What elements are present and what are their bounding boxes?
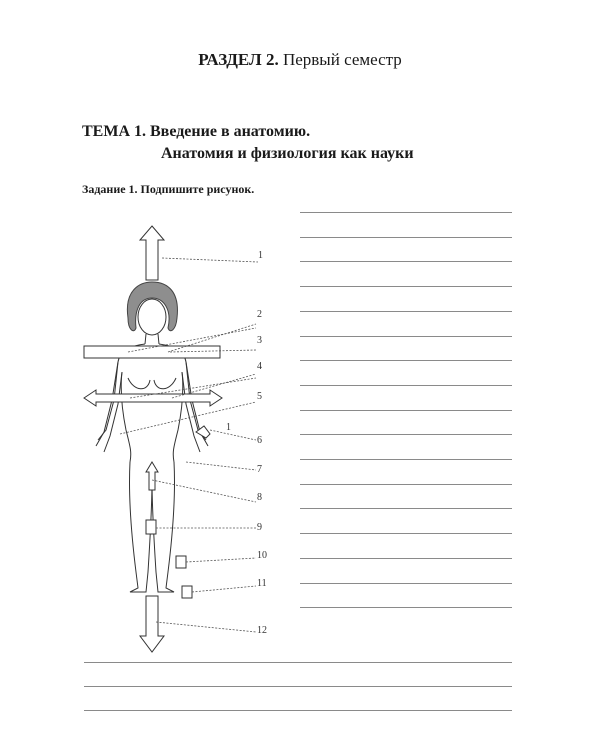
thigh-marker xyxy=(146,520,156,534)
topic-line1: Введение в анатомию. xyxy=(150,123,311,140)
transverse-plane xyxy=(84,346,220,358)
face xyxy=(138,299,166,335)
figure-label-4: 4 xyxy=(257,361,262,372)
lateral-arrow xyxy=(84,390,222,406)
knee-marker xyxy=(176,556,186,568)
figure-label-5: 5 xyxy=(257,391,262,402)
figure-label-12: 12 xyxy=(257,625,267,636)
section-label: РАЗДЕЛ 2. xyxy=(198,50,279,69)
figure-label-8: 8 xyxy=(257,492,262,503)
section-name: Первый семестр xyxy=(282,50,402,69)
superior-arrow xyxy=(140,226,164,280)
foot-marker xyxy=(182,586,192,598)
figure-label-7: 7 xyxy=(257,464,262,475)
hand-arrow xyxy=(196,426,210,438)
figure-label-9: 9 xyxy=(257,522,262,533)
figure-label-hand: 1 xyxy=(226,422,231,433)
figure-label-6: 6 xyxy=(257,435,262,446)
figure-label-10: 10 xyxy=(257,550,267,561)
task-instruction: Задание 1. Подпишите рисунок. xyxy=(82,182,255,196)
figure-label-3: 3 xyxy=(257,335,262,346)
topic-label: ТЕМА 1. xyxy=(82,123,146,140)
topic-line2: Анатомия и физиология как науки xyxy=(161,145,414,162)
inferior-arrow xyxy=(140,596,164,652)
medial-arrow xyxy=(146,462,158,490)
figure-label-1: 1 xyxy=(258,250,263,261)
figure-label-2: 2 xyxy=(257,309,262,320)
figure-label-11: 11 xyxy=(257,578,267,589)
